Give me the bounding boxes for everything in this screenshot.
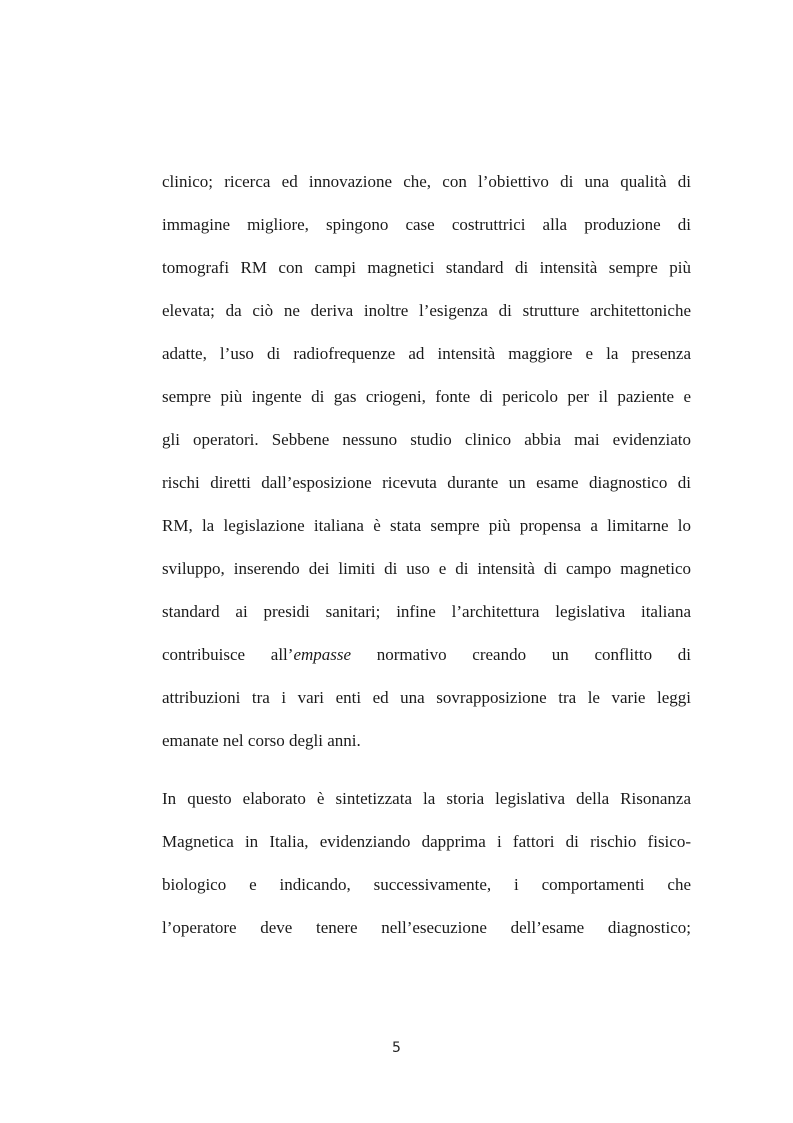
italic-term: empasse bbox=[293, 645, 352, 664]
text-line: tomografi RM con campi magnetici standard di intensità sempre più bbox=[162, 258, 691, 277]
text-line: gli operatori. Sebbene nessuno studio clinico abbia mai evidenziato bbox=[162, 430, 691, 449]
text-line: Magnetica in Italia, evidenziando dapprima i fattori di rischio fisico- bbox=[162, 832, 691, 851]
text-line: attribuzioni tra i vari enti ed una sovrapposizione tra le varie leggi bbox=[162, 688, 691, 707]
text-line: adatte, l’uso di radiofrequenze ad intensità maggiore e la presenza bbox=[162, 344, 691, 363]
text-line: sempre più ingente di gas criogeni, fonte di pericolo per il paziente e bbox=[162, 387, 691, 406]
text-line: sviluppo, inserendo dei limiti di uso e di intensità di campo magnetico bbox=[162, 559, 691, 578]
text-line: standard ai presidi sanitari; infine l’architettura legislativa italiana bbox=[162, 602, 691, 621]
text-line: l’operatore deve tenere nell’esecuzione dell’esame diagnostico; bbox=[162, 918, 691, 937]
text-line: In questo elaborato è sintetizzata la storia legislativa della Risonanza bbox=[162, 789, 691, 808]
text-line: immagine migliore, spingono case costruttrici alla produzione di bbox=[162, 215, 691, 234]
text-line-last: emanate nel corso degli anni. bbox=[162, 731, 361, 750]
text-line: biologico e indicando, successivamente, i comportamenti che bbox=[162, 875, 691, 894]
text-line: clinico; ricerca ed innovazione che, con l’obiettivo di una qualità di bbox=[162, 172, 691, 191]
text-line: rischi diretti dall’esposizione ricevuta durante un esame diagnostico di bbox=[162, 473, 691, 492]
text-line: RM, la legislazione italiana è stata sempre più propensa a limitarne lo bbox=[162, 516, 691, 535]
text-fragment: contribuisce all’ bbox=[162, 645, 294, 664]
text-line-with-italic bbox=[162, 643, 691, 667]
page-number: 5 bbox=[392, 1040, 401, 1056]
text-line: elevata; da ciò ne deriva inoltre l’esigenza di strutture architettoniche bbox=[162, 301, 691, 320]
text-fragment: normativo creando un conflitto di bbox=[351, 645, 691, 664]
